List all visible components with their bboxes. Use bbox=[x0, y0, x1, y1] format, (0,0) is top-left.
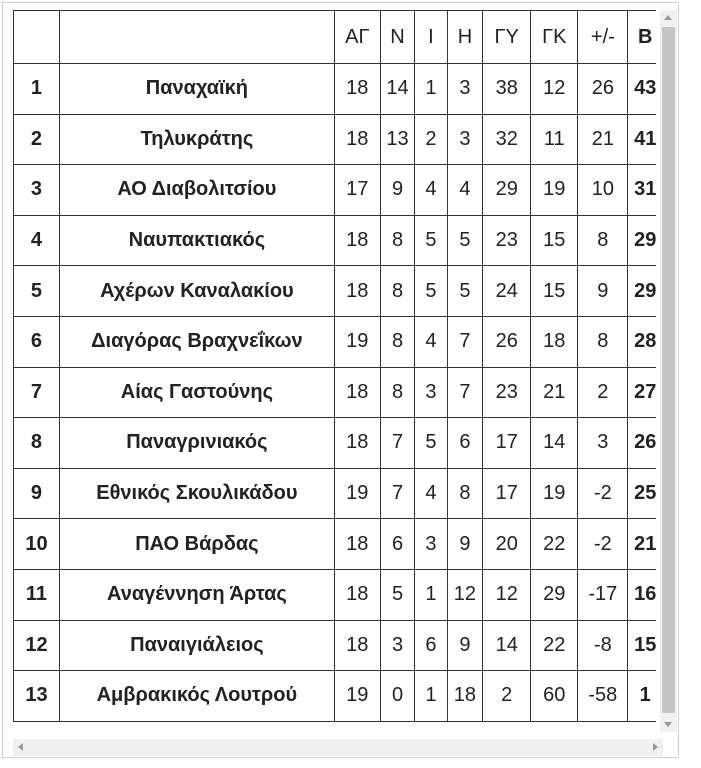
points-cell: 27 bbox=[628, 367, 656, 418]
goal-difference-cell: -58 bbox=[578, 671, 628, 722]
losses-cell: 9 bbox=[447, 620, 483, 671]
played-cell: 17 bbox=[334, 165, 380, 216]
table-viewport bbox=[13, 10, 656, 737]
points-cell: 31 bbox=[628, 165, 656, 216]
team-name-cell: Τηλυκράτης bbox=[59, 114, 334, 165]
team-name-cell: Αμβρακικός Λουτρού bbox=[59, 671, 334, 722]
goal-difference-cell: -2 bbox=[578, 468, 628, 519]
draws-cell: 3 bbox=[415, 367, 447, 418]
goals-for-cell: 17 bbox=[483, 418, 531, 469]
goal-difference-cell: -8 bbox=[578, 620, 628, 671]
column-header: +/- bbox=[578, 11, 628, 64]
position-cell: 4 bbox=[14, 215, 60, 266]
draws-cell: 4 bbox=[415, 468, 447, 519]
played-cell: 18 bbox=[334, 418, 380, 469]
losses-cell: 3 bbox=[447, 64, 483, 115]
goals-for-cell: 12 bbox=[483, 569, 531, 620]
wins-cell: 9 bbox=[380, 165, 414, 216]
goals-against-cell: 29 bbox=[531, 569, 578, 620]
goal-difference-cell: 2 bbox=[578, 367, 628, 418]
goals-for-cell: 17 bbox=[483, 468, 531, 519]
position-cell: 2 bbox=[14, 114, 60, 165]
table-row bbox=[14, 468, 657, 519]
goals-against-cell: 22 bbox=[531, 620, 578, 671]
goals-against-cell: 15 bbox=[531, 215, 578, 266]
draws-cell: 5 bbox=[415, 418, 447, 469]
column-header: Η bbox=[447, 11, 483, 64]
played-cell: 19 bbox=[334, 468, 380, 519]
points-cell: 29 bbox=[628, 215, 656, 266]
draws-cell: 4 bbox=[415, 316, 447, 367]
points-cell: 21 bbox=[628, 519, 656, 570]
table-row bbox=[14, 620, 657, 671]
team-name-cell: Διαγόρας Βραχνεΐκων bbox=[59, 316, 334, 367]
table-row bbox=[14, 114, 657, 165]
played-cell: 19 bbox=[334, 671, 380, 722]
goals-for-cell: 23 bbox=[483, 367, 531, 418]
goals-for-cell: 24 bbox=[483, 266, 531, 317]
goal-difference-cell: -17 bbox=[578, 569, 628, 620]
table-row bbox=[14, 367, 657, 418]
team-name-cell: Παναγρινιακός bbox=[59, 418, 334, 469]
position-cell: 10 bbox=[14, 519, 60, 570]
losses-cell: 5 bbox=[447, 215, 483, 266]
goals-against-cell: 21 bbox=[531, 367, 578, 418]
draws-cell: 6 bbox=[415, 620, 447, 671]
draws-cell: 5 bbox=[415, 215, 447, 266]
position-cell: 9 bbox=[14, 468, 60, 519]
table-frame bbox=[2, 2, 679, 758]
scroll-down-arrow-icon[interactable] bbox=[664, 722, 672, 727]
table-row bbox=[14, 165, 657, 216]
goal-difference-cell: 21 bbox=[578, 114, 628, 165]
column-header: Ν bbox=[380, 11, 414, 64]
points-cell: 15 bbox=[628, 620, 656, 671]
position-cell: 12 bbox=[14, 620, 60, 671]
points-cell: 43 bbox=[628, 64, 656, 115]
losses-cell: 4 bbox=[447, 165, 483, 216]
points-cell: 26 bbox=[628, 418, 656, 469]
points-cell: 28 bbox=[628, 316, 656, 367]
played-cell: 18 bbox=[334, 569, 380, 620]
goal-difference-cell: 8 bbox=[578, 316, 628, 367]
points-cell: 41 bbox=[628, 114, 656, 165]
goal-difference-cell: -2 bbox=[578, 519, 628, 570]
goals-for-cell: 23 bbox=[483, 215, 531, 266]
played-cell: 18 bbox=[334, 266, 380, 317]
scroll-left-arrow-icon[interactable] bbox=[18, 743, 23, 751]
goals-for-cell: 26 bbox=[483, 316, 531, 367]
position-cell: 5 bbox=[14, 266, 60, 317]
column-header bbox=[59, 11, 334, 64]
draws-cell: 3 bbox=[415, 519, 447, 570]
scroll-up-arrow-icon[interactable] bbox=[664, 15, 672, 20]
team-name-cell: Παναιγιάλειος bbox=[59, 620, 334, 671]
team-name-cell: Αχέρων Καναλακίου bbox=[59, 266, 334, 317]
position-cell: 13 bbox=[14, 671, 60, 722]
played-cell: 18 bbox=[334, 64, 380, 115]
losses-cell: 7 bbox=[447, 316, 483, 367]
points-cell: 1 bbox=[628, 671, 656, 722]
goals-against-cell: 18 bbox=[531, 316, 578, 367]
goals-against-cell: 15 bbox=[531, 266, 578, 317]
goal-difference-cell: 3 bbox=[578, 418, 628, 469]
played-cell: 18 bbox=[334, 215, 380, 266]
goals-for-cell: 20 bbox=[483, 519, 531, 570]
goal-difference-cell: 26 bbox=[578, 64, 628, 115]
table-row bbox=[14, 519, 657, 570]
goal-difference-cell: 9 bbox=[578, 266, 628, 317]
team-name-cell: Αίας Γαστούνης bbox=[59, 367, 334, 418]
wins-cell: 8 bbox=[380, 266, 414, 317]
draws-cell: 1 bbox=[415, 569, 447, 620]
wins-cell: 14 bbox=[380, 64, 414, 115]
goals-against-cell: 22 bbox=[531, 519, 578, 570]
table-row bbox=[14, 64, 657, 115]
losses-cell: 6 bbox=[447, 418, 483, 469]
goals-for-cell: 38 bbox=[483, 64, 531, 115]
team-name-cell: Ναυπακτιακός bbox=[59, 215, 334, 266]
losses-cell: 7 bbox=[447, 367, 483, 418]
team-name-cell: ΠΑΟ Βάρδας bbox=[59, 519, 334, 570]
position-cell: 7 bbox=[14, 367, 60, 418]
wins-cell: 7 bbox=[380, 468, 414, 519]
goals-for-cell: 32 bbox=[483, 114, 531, 165]
losses-cell: 5 bbox=[447, 266, 483, 317]
wins-cell: 0 bbox=[380, 671, 414, 722]
points-cell: 25 bbox=[628, 468, 656, 519]
table-row bbox=[14, 569, 657, 620]
wins-cell: 7 bbox=[380, 418, 414, 469]
losses-cell: 18 bbox=[447, 671, 483, 722]
table-row bbox=[14, 671, 657, 722]
wins-cell: 8 bbox=[380, 316, 414, 367]
goals-against-cell: 14 bbox=[531, 418, 578, 469]
position-cell: 1 bbox=[14, 64, 60, 115]
goals-against-cell: 11 bbox=[531, 114, 578, 165]
draws-cell: 2 bbox=[415, 114, 447, 165]
wins-cell: 6 bbox=[380, 519, 414, 570]
table-header-row bbox=[14, 11, 657, 64]
position-cell: 8 bbox=[14, 418, 60, 469]
draws-cell: 1 bbox=[415, 671, 447, 722]
scrollbar-vertical[interactable] bbox=[660, 10, 677, 732]
played-cell: 18 bbox=[334, 114, 380, 165]
points-cell: 16 bbox=[628, 569, 656, 620]
draws-cell: 5 bbox=[415, 266, 447, 317]
wins-cell: 3 bbox=[380, 620, 414, 671]
column-header: ΑΓ bbox=[334, 11, 380, 64]
goal-difference-cell: 10 bbox=[578, 165, 628, 216]
losses-cell: 8 bbox=[447, 468, 483, 519]
scrollbar-thumb[interactable] bbox=[662, 27, 675, 713]
draws-cell: 1 bbox=[415, 64, 447, 115]
column-header: ΓΥ bbox=[483, 11, 531, 64]
column-header: ΓΚ bbox=[531, 11, 578, 64]
team-name-cell: Παναχαϊκή bbox=[59, 64, 334, 115]
wins-cell: 8 bbox=[380, 215, 414, 266]
draws-cell: 4 bbox=[415, 165, 447, 216]
goal-difference-cell: 8 bbox=[578, 215, 628, 266]
position-cell: 11 bbox=[14, 569, 60, 620]
played-cell: 18 bbox=[334, 367, 380, 418]
column-header: Ι bbox=[415, 11, 447, 64]
played-cell: 18 bbox=[334, 620, 380, 671]
goals-for-cell: 29 bbox=[483, 165, 531, 216]
losses-cell: 9 bbox=[447, 519, 483, 570]
team-name-cell: Εθνικός Σκουλικάδου bbox=[59, 468, 334, 519]
table-row bbox=[14, 215, 657, 266]
standings-table bbox=[13, 10, 656, 722]
table-row bbox=[14, 316, 657, 367]
wins-cell: 5 bbox=[380, 569, 414, 620]
position-cell: 3 bbox=[14, 165, 60, 216]
losses-cell: 12 bbox=[447, 569, 483, 620]
points-cell: 29 bbox=[628, 266, 656, 317]
scrollbar-horizontal[interactable] bbox=[13, 739, 663, 756]
goals-against-cell: 12 bbox=[531, 64, 578, 115]
goals-against-cell: 19 bbox=[531, 468, 578, 519]
wins-cell: 8 bbox=[380, 367, 414, 418]
team-name-cell: ΑΟ Διαβολιτσίου bbox=[59, 165, 334, 216]
position-cell: 6 bbox=[14, 316, 60, 367]
wins-cell: 13 bbox=[380, 114, 414, 165]
table-row bbox=[14, 418, 657, 469]
column-header bbox=[14, 11, 60, 64]
played-cell: 18 bbox=[334, 519, 380, 570]
column-header: Β bbox=[628, 11, 656, 64]
goals-against-cell: 19 bbox=[531, 165, 578, 216]
goals-for-cell: 14 bbox=[483, 620, 531, 671]
scroll-right-arrow-icon[interactable] bbox=[653, 743, 658, 751]
played-cell: 19 bbox=[334, 316, 380, 367]
goals-against-cell: 60 bbox=[531, 671, 578, 722]
losses-cell: 3 bbox=[447, 114, 483, 165]
table-row bbox=[14, 266, 657, 317]
goals-for-cell: 2 bbox=[483, 671, 531, 722]
team-name-cell: Αναγέννηση Άρτας bbox=[59, 569, 334, 620]
